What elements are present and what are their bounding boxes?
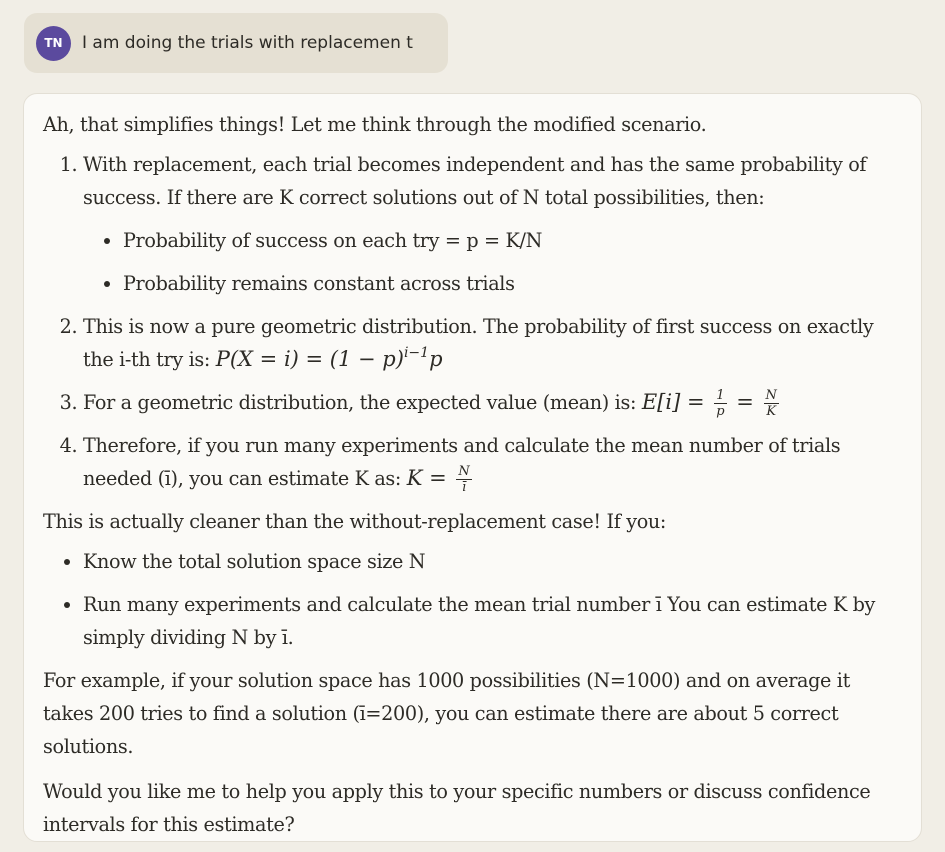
step-1-bullet: • Probability remains constant across trials — [123, 267, 903, 300]
fraction-one-over-p — [714, 389, 726, 418]
estimate-k-formula — [406, 464, 475, 495]
step-1-bullets — [83, 224, 903, 300]
step-3 — [83, 386, 903, 419]
closing-paragraph: Would you like me to help you apply this to your specific numbers or discuss confidence intervals for this estimate? — [43, 780, 871, 836]
step-1-text: With replacement, each trial becomes independent and has the same probability of success. If there are K correct solutions out of N total possibilities, then: — [83, 153, 867, 209]
fraction-n-over-ibar — [456, 465, 471, 494]
formula-tail: p — [429, 347, 443, 371]
formula-exponent: i−1 — [403, 345, 430, 361]
fraction-denominator: ī — [462, 480, 467, 495]
response-intro: Ah, that simplifies things! Let me think through the modified scenario. — [43, 113, 707, 136]
user-message-text: I am doing the trials with replacemen t — [82, 33, 413, 53]
step-3-text: For a geometric distribution, the expected value (mean) is: — [83, 391, 642, 414]
steps-list — [43, 148, 903, 495]
expected-value-formula — [641, 388, 782, 419]
summary-bullet: • Run many experiments and calculate the mean trial number ī You can estimate K by simply dividing N by ī. — [83, 588, 903, 654]
step-1-bullet: • Probability of success on each try = p = K/N — [123, 224, 903, 257]
formula-equals: = — [729, 390, 761, 414]
fraction-denominator: p — [716, 404, 725, 419]
user-avatar[interactable]: TN — [36, 26, 71, 61]
summary-bullets — [43, 545, 903, 654]
fraction-n-over-k — [764, 389, 779, 418]
formula-lhs: K = — [406, 466, 454, 490]
cleaner-paragraph: This is actually cleaner than the without-replacement case! If you: — [43, 510, 667, 533]
fraction-numerator: 1 — [716, 388, 725, 403]
formula-lhs: P(X = i) = (1 − p) — [215, 347, 404, 371]
fraction-numerator: N — [458, 464, 470, 479]
step-2 — [83, 310, 903, 376]
step-1 — [83, 148, 903, 300]
fraction-numerator: N — [765, 388, 777, 403]
step-4 — [83, 429, 903, 495]
formula-lhs: E[i] = — [641, 390, 712, 414]
step-2-text: This is now a pure geometric distribution. The probability of first success on exactly the i-th try is: — [83, 315, 874, 371]
step-4-text: Therefore, if you run many experiments and calculate the mean number of trials needed (ī), you can estimate K as: — [83, 434, 841, 490]
user-message-bubble — [24, 13, 448, 73]
example-paragraph: For example, if your solution space has 1000 possibilities (N=1000) and on average it takes 200 tries to find a solution (ī=200), you can estimate there are about 5 correct solutions. — [43, 669, 850, 758]
assistant-response — [23, 93, 922, 842]
geometric-pmf-formula — [216, 347, 443, 371]
summary-bullet: • Know the total solution space size N — [83, 545, 903, 578]
fraction-denominator: K — [766, 404, 777, 419]
